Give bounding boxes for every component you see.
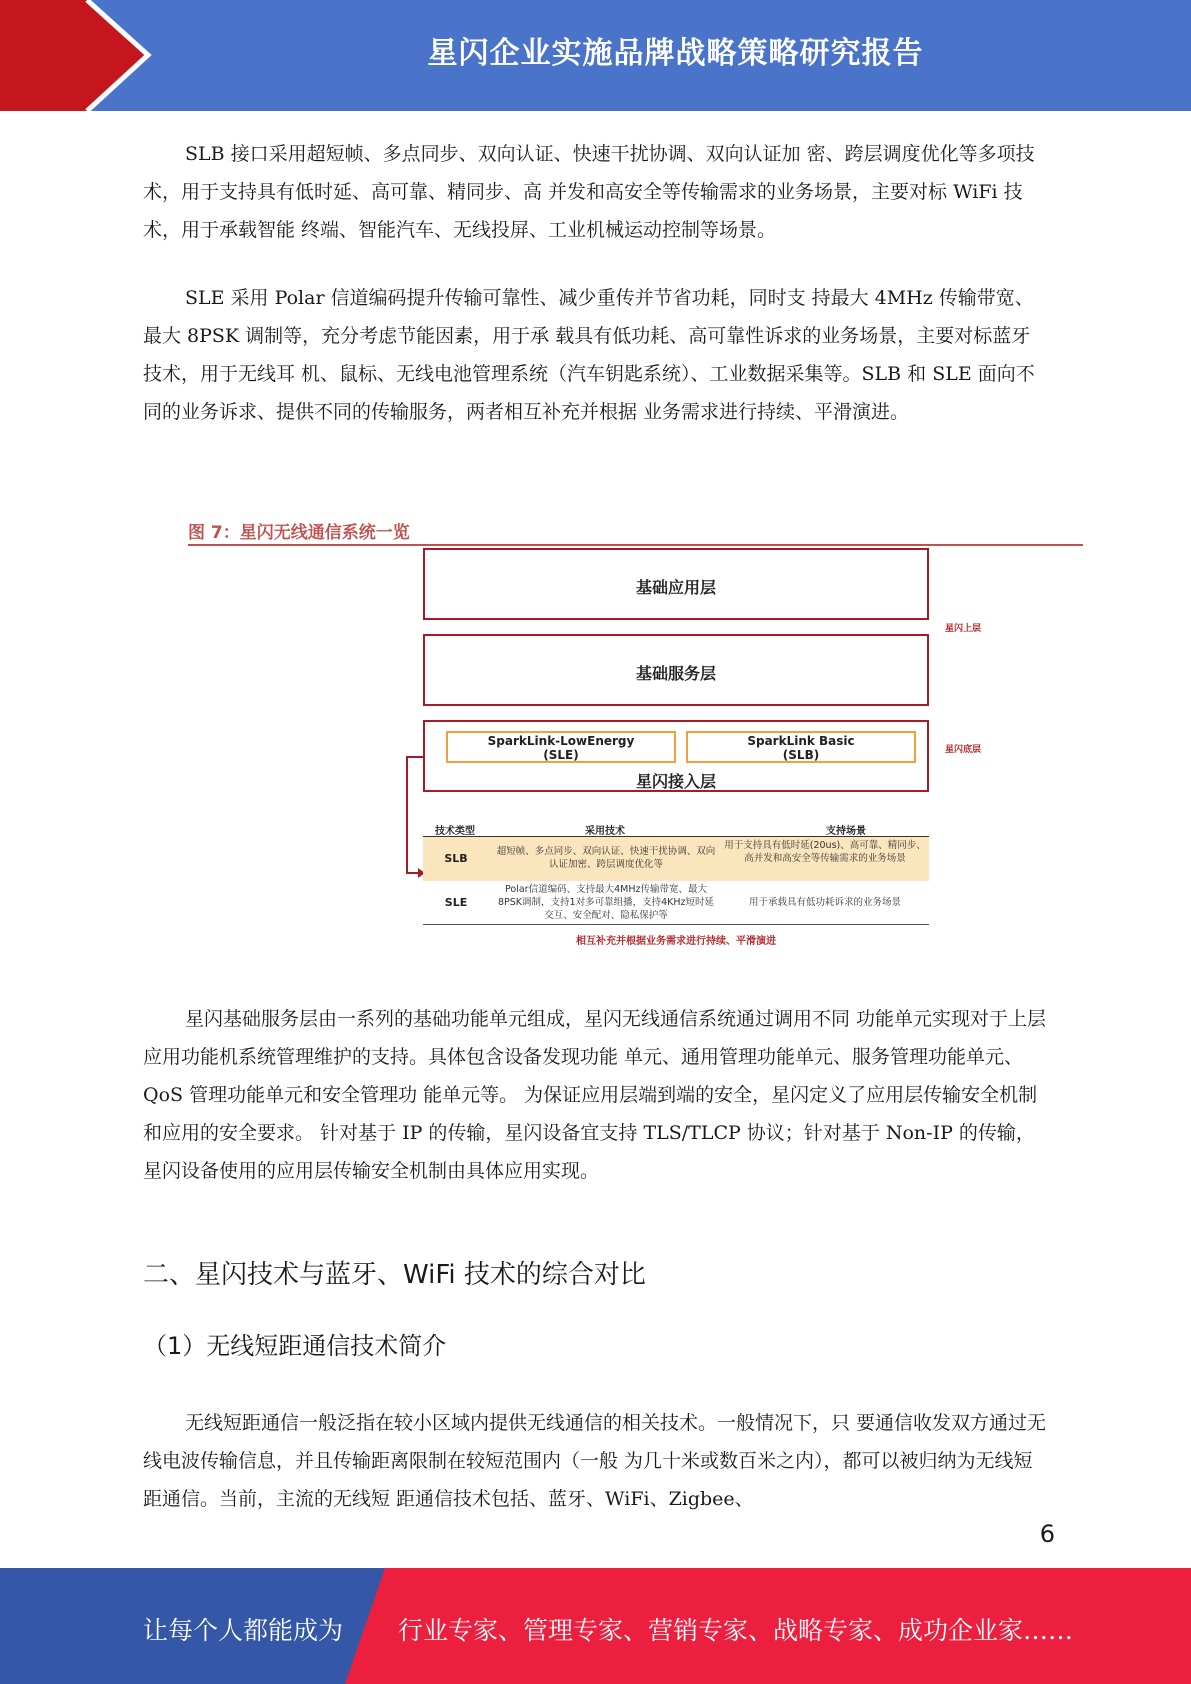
th-type: 技术类型 bbox=[435, 826, 475, 837]
cell-type: SLE bbox=[444, 896, 468, 909]
tech-table-footer: 相互补充并根据业务需求进行持续、平滑演进 bbox=[576, 936, 776, 947]
layer-application-label: 基础应用层 bbox=[635, 578, 716, 597]
footer-slogan-right: 行业专家、管理专家、营销专家、战略专家、成功企业家…… bbox=[398, 1616, 1074, 1645]
figure-caption: 图 7：星闪无线通信系统一览 bbox=[188, 523, 410, 543]
bracket-connector bbox=[406, 756, 408, 874]
page-header bbox=[0, 0, 1191, 111]
cell-type: SLB bbox=[444, 852, 468, 865]
paragraph-short-range: 无线短距通信一般泛指在较小区域内提供无线通信的相关技术。一般情况下，只 要通信收发双方通过无线电波传输信息，并且传输距离限制在较短范围内（一般 为几十米或数百米之内），都可以被归纳为无线短距通信。当前，主流的无线短 距通信技术包括、蓝牙、WiFi、Zigbee、 bbox=[143, 1412, 1047, 1510]
layer-application bbox=[423, 548, 929, 620]
layer-service-label: 基础服务层 bbox=[635, 664, 716, 683]
slb-box bbox=[686, 731, 916, 763]
th-scene: 支持场景 bbox=[826, 826, 866, 837]
cell-scene: 用于支持具有低时延(20us)、高可靠、精同步、高并发和高安全等传输需求的业务场景 bbox=[724, 840, 926, 864]
page-number: 6 bbox=[1039, 1520, 1055, 1548]
footer-slogan-left: 让每个人都能成为 bbox=[143, 1616, 344, 1645]
layer-access-label: 星闪接入层 bbox=[635, 772, 716, 791]
cell-tech: 超短帧、多点同步、双向认证、快速干扰协调、双向认证加密、跨层调度优化等 bbox=[496, 846, 716, 870]
paragraph-slb: SLB 接口采用超短帧、多点同步、双向认证、快速干扰协调、双向认证加 密、跨层调度优化等多项技术，用于支持具有低时延、高可靠、精同步、高 并发和高安全等传输需求的业务场景，主要对标 WiFi 技术，用于承载智能 终端、智能汽车、无线投屏、工业机械运动控制等场景。 bbox=[143, 143, 1035, 241]
side-label-lower: 星闪底层 bbox=[945, 745, 982, 755]
section-heading: 二、星闪技术与蓝牙、WiFi 技术的综合对比 bbox=[143, 1260, 646, 1290]
header-title: 星闪企业实施品牌战略策略研究报告 bbox=[427, 36, 924, 71]
cell-tech: Polar信道编码、支持最大4MHz传输带宽、最大8PSK调制，支持1对多可靠组播，支持4KHz短时延交互、安全配对、隐私保护等 bbox=[498, 884, 714, 921]
paragraph-sle: SLE 采用 Polar 信道编码提升传输可靠性、减少重传并节省功耗，同时支 持最大 4MHz 传输带宽、最大 8PSK 调制等，充分考虑节能因素，用于承 载具有低功耗、高可靠性诉求的业务场景，主要对标蓝牙技术，用于无线耳 机、鼠标、无线电池管理系统（汽车钥匙系统）、工业数据采集等。SLB 和 SLE 面向不同的业务诉求、提供不同的传输服务，两者相互补充并根据 业务需求进行持续、平滑演进。 bbox=[143, 287, 1035, 423]
side-label-upper: 星闪上层 bbox=[945, 624, 982, 634]
figure-caption-rule bbox=[188, 544, 1083, 546]
bracket-connector-top bbox=[406, 756, 424, 758]
subsection-heading: （1）无线短距通信技术简介 bbox=[143, 1332, 447, 1360]
page-footer bbox=[0, 1568, 1191, 1684]
cell-scene: 用于承载具有低功耗诉求的业务场景 bbox=[748, 897, 901, 908]
table-row bbox=[423, 882, 929, 925]
table-row bbox=[423, 837, 929, 881]
layer-service bbox=[423, 634, 929, 706]
sle-box bbox=[446, 731, 676, 763]
sle-box-label: SparkLink-LowEnergy (SLE) bbox=[487, 734, 635, 762]
th-tech: 采用技术 bbox=[585, 826, 625, 837]
tech-table-header bbox=[423, 822, 929, 837]
header-chevron-decoration bbox=[0, 0, 160, 111]
slb-box-label: SparkLink Basic (SLB) bbox=[747, 734, 855, 762]
layer-access bbox=[423, 720, 929, 792]
paragraph-service-layer: 星闪基础服务层由一系列的基础功能单元组成，星闪无线通信系统通过调用不同 功能单元实现对于上层应用功能机系统管理维护的支持。具体包含设备发现功能 单元、通用管理功能单元、服务管理功能单元、QoS 管理功能单元和安全管理功 能单元等。 为保证应用层端到端的安全，星闪定义了应用层传输安全机制和应用的安全要求。 针对基于 IP 的传输，星闪设备宜支持 TLS/TLCP 协议；针对基于 Non-IP 的传输， 星闪设备使用的应用层传输安全机制由具体应用实现。 bbox=[143, 1008, 1047, 1182]
